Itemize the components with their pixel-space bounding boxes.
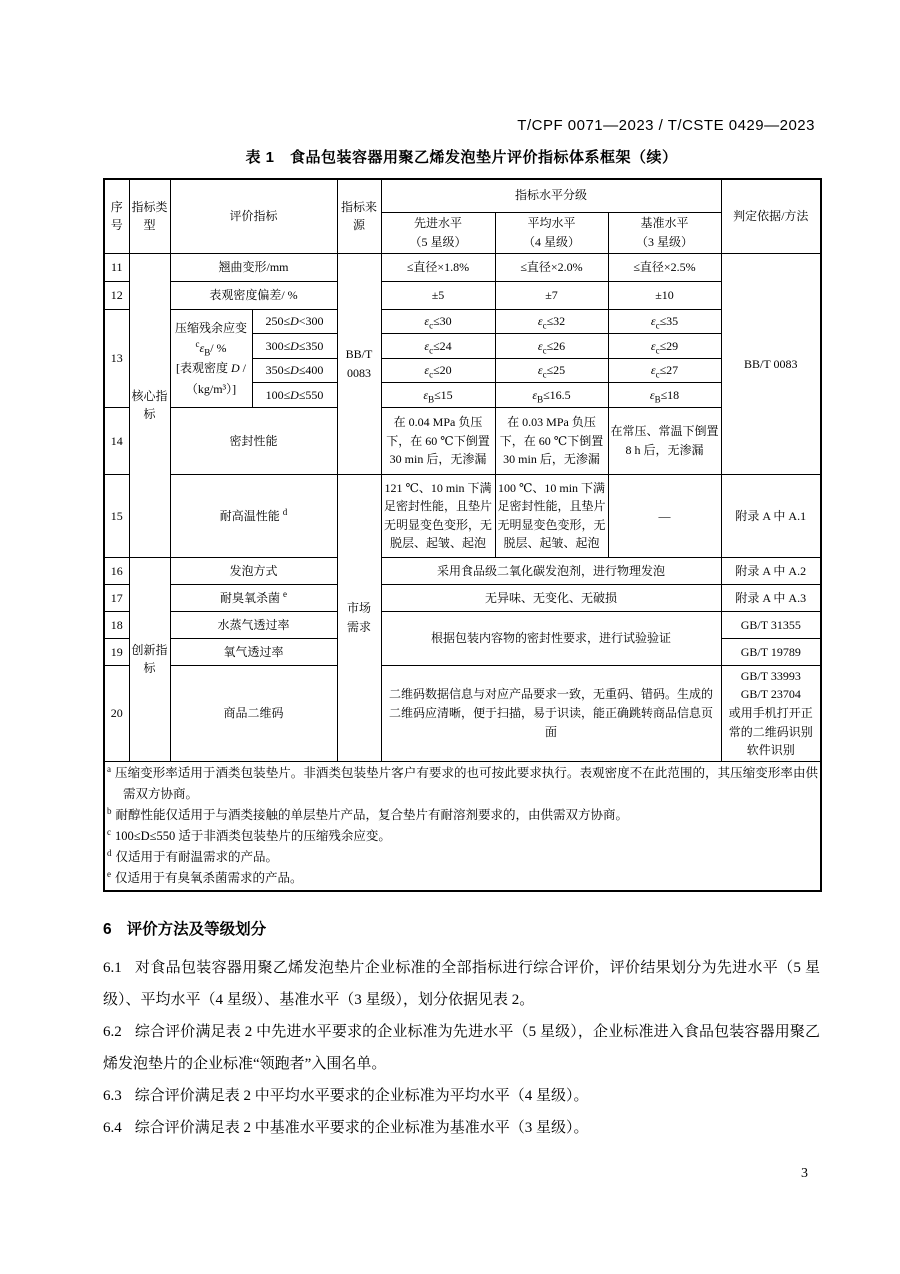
footnote-e: $^e$ 仅适用于有臭氧杀菌需求的产品。 xyxy=(107,868,303,885)
indicator-water-vapor-transmission: 水蒸气透过率 xyxy=(170,611,337,638)
type-innovation-indicator: 创新指标 xyxy=(129,557,170,761)
page-content xyxy=(103,146,820,1144)
basis-gbt31355: GB/T 31355 xyxy=(721,611,821,638)
level-advanced-value: 在 0.04 MPa 负压下，在 60 ℃下倒置 30 min 后，无渗漏 xyxy=(381,407,495,474)
level-advanced-value: $\varepsilon_c\le 20$ xyxy=(381,358,495,382)
level-advanced-value: $\varepsilon_c\le 24$ xyxy=(381,333,495,358)
header-level-baseline: 基准水平 （3 星级） xyxy=(608,212,721,253)
row-no: 17 xyxy=(104,584,129,611)
row-no: 14 xyxy=(104,407,129,474)
row-no: 18 xyxy=(104,611,129,638)
header-level-group: 指标水平分级 xyxy=(381,179,721,212)
indicator-sealing-performance: 密封性能 xyxy=(170,407,337,474)
paragraph-6-4: 6.4 综合评价满足表 2 中基准水平要求的企业标准为基准水平（3 星级）。 xyxy=(103,1119,589,1136)
section-6 xyxy=(103,917,820,1144)
level-average-value: $\varepsilon_c\le 25$ xyxy=(495,358,608,382)
basis-appendix-a2: 附录 A 中 A.2 xyxy=(721,557,821,584)
indicator-apparent-density-deviation: 表观密度偏差/ % xyxy=(170,281,337,309)
paragraph-6-1: 6.1 对食品包装容器用聚乙烯发泡垫片企业标准的全部指标进行综合评价，评价结果划分为先进水平（5 星级）、平均水平（4 星级）、基准水平（3 星级），划分依据见表 2。 xyxy=(103,959,820,1008)
level-average-value: ≤直径×2.0% xyxy=(495,253,608,281)
level-baseline-value: $\varepsilon_B\le 18$ xyxy=(608,382,721,407)
header-basis: 判定依据/方法 xyxy=(721,179,821,253)
levels-merged-value: 根据包装内容物的密封性要求，进行试验验证 xyxy=(381,611,721,665)
type-core-indicator: 核心指标 xyxy=(129,253,170,557)
table-row-20 xyxy=(104,665,821,761)
basis-gbt19789: GB/T 19789 xyxy=(721,638,821,665)
row-no: 13 xyxy=(104,309,129,407)
row-no: 12 xyxy=(104,281,129,309)
level-average-value: ±7 xyxy=(495,281,608,309)
page-number: 3 xyxy=(801,1166,808,1181)
level-average-value: 100 ℃、10 min 下满足密封性能，且垫片无明显变色变形，无脱层、起皱、起泡 xyxy=(495,474,608,557)
source-market-demand: 市场 需求 xyxy=(337,474,381,761)
paragraph-6-2: 6.2 综合评价满足表 2 中先进水平要求的企业标准为先进水平（5 星级），企业标准进入食品包装容器用聚乙烯发泡垫片的企业标准“领跑者”入围名单。 xyxy=(103,1023,820,1072)
level-baseline-value: $\varepsilon_c\le 27$ xyxy=(608,358,721,382)
level-baseline-value: ±10 xyxy=(608,281,721,309)
level-advanced-value: $\varepsilon_B\le 15$ xyxy=(381,382,495,407)
level-baseline-value: 在常压、常温下倒置 8 h 后，无渗漏 xyxy=(608,407,721,474)
row-no: 11 xyxy=(104,253,129,281)
section-6-heading: 6 评价方法及等级划分 xyxy=(103,920,267,938)
table-row-16 xyxy=(104,557,821,584)
table-row-12 xyxy=(104,281,821,309)
header-source: 指标来源 xyxy=(337,179,381,253)
table-row-18 xyxy=(104,611,821,638)
header-no: 序号 xyxy=(104,179,129,253)
level-average-value: $\varepsilon_c\le 32$ xyxy=(495,309,608,333)
indicator-compression-residual-strain: 压缩残余应变 $^c\varepsilon_B/$ % [表观密度 D / （kg/m³）] xyxy=(170,309,252,407)
header-level-advanced: 先进水平 （5 星级） xyxy=(381,212,495,253)
footnote-c: $^c$ 100≤D≤550 适于非酒类包装垫片的压缩残余应变。 xyxy=(107,826,391,843)
level-average-value: $\varepsilon_B\le 16.5$ xyxy=(495,382,608,407)
table-header-row-1 xyxy=(104,179,821,212)
footnote-a: $^a$ 压缩变形率适用于酒类包装垫片。非酒类包装垫片客户有要求的也可按此要求执行。表观密度不在此范围的，其压缩变形率由供需双方协商。 xyxy=(107,763,819,801)
levels-merged-value: 采用食品级二氧化碳发泡剂，进行物理发泡 xyxy=(381,557,721,584)
paragraph-6-3: 6.3 综合评价满足表 2 中平均水平要求的企业标准为平均水平（4 星级）。 xyxy=(103,1087,589,1104)
footnote-b: $^b$ 耐醇性能仅适用于与酒类接触的单层垫片产品，复合垫片有耐溶剂要求的，由供需双方协商。 xyxy=(107,805,629,822)
indicator-foaming-method: 发泡方式 xyxy=(170,557,337,584)
basis-bbt0083: BB/T 0083 xyxy=(721,253,821,474)
level-average-value: 在 0.03 MPa 负压下，在 60 ℃下倒置 30 min 后，无渗漏 xyxy=(495,407,608,474)
table-title: 表 1 食品包装容器用聚乙烯发泡垫片评价指标体系框架（续） xyxy=(245,149,678,166)
density-range: 350≤D≤400 xyxy=(252,358,337,382)
header-indicator: 评价指标 xyxy=(170,179,337,253)
source-bbt0083: BB/T 0083 xyxy=(337,253,381,474)
row-no: 16 xyxy=(104,557,129,584)
levels-merged-value: 无异味、无变化、无破损 xyxy=(381,584,721,611)
evaluation-table xyxy=(103,178,822,892)
table-row-15 xyxy=(104,474,821,557)
levels-merged-value: 二维码数据信息与对应产品要求一致，无重码、错码。生成的二维码应清晰，便于扫描，易于识读，能正确跳转商品信息页面 xyxy=(381,665,721,761)
footnotes-block xyxy=(104,761,821,891)
indicator-ozone-sterilization-resistance: 耐臭氧杀菌 $^e$ xyxy=(170,584,337,611)
basis-appendix-a1: 附录 A 中 A.1 xyxy=(721,474,821,557)
level-average-value: $\varepsilon_c\le 26$ xyxy=(495,333,608,358)
table-row-17 xyxy=(104,584,821,611)
basis-qr-code-standards: GB/T 33993 GB/T 23704 或用手机打开正常的二维码识别软件识别 xyxy=(721,665,821,761)
density-range: 300≤D≤350 xyxy=(252,333,337,358)
density-range: 100≤D≤550 xyxy=(252,382,337,407)
table-row-11 xyxy=(104,253,821,281)
row-no: 15 xyxy=(104,474,129,557)
level-baseline-value: $\varepsilon_c\le 29$ xyxy=(608,333,721,358)
level-advanced-value: ±5 xyxy=(381,281,495,309)
level-baseline-value: ≤直径×2.5% xyxy=(608,253,721,281)
header-type: 指标类型 xyxy=(129,179,170,253)
header-doc-code: T/CPF 0071—2023 / T/CSTE 0429—2023 xyxy=(517,117,815,134)
indicator-product-qr-code: 商品二维码 xyxy=(170,665,337,761)
level-advanced-value: ≤直径×1.8% xyxy=(381,253,495,281)
table-row-14 xyxy=(104,407,821,474)
level-baseline-value: — xyxy=(608,474,721,557)
indicator-oxygen-transmission: 氧气透过率 xyxy=(170,638,337,665)
indicator-warp-deformation: 翘曲变形/mm xyxy=(170,253,337,281)
footnote-d: $^d$ 仅适用于有耐温需求的产品。 xyxy=(107,847,279,864)
row-no: 20 xyxy=(104,665,129,761)
header-level-average: 平均水平 （4 星级） xyxy=(495,212,608,253)
table-row-13-sub-1 xyxy=(104,309,821,333)
level-baseline-value: $\varepsilon_c\le 35$ xyxy=(608,309,721,333)
table-footnotes-row xyxy=(104,761,821,891)
indicator-high-temperature-resistance: 耐高温性能 $^d$ xyxy=(170,474,337,557)
level-advanced-value: $\varepsilon_c\le 30$ xyxy=(381,309,495,333)
density-range: 250≤D<300 xyxy=(252,309,337,333)
basis-appendix-a3: 附录 A 中 A.3 xyxy=(721,584,821,611)
level-advanced-value: 121 ℃、10 min 下满足密封性能，且垫片无明显变色变形，无脱层、起皱、起泡 xyxy=(381,474,495,557)
row-no: 19 xyxy=(104,638,129,665)
